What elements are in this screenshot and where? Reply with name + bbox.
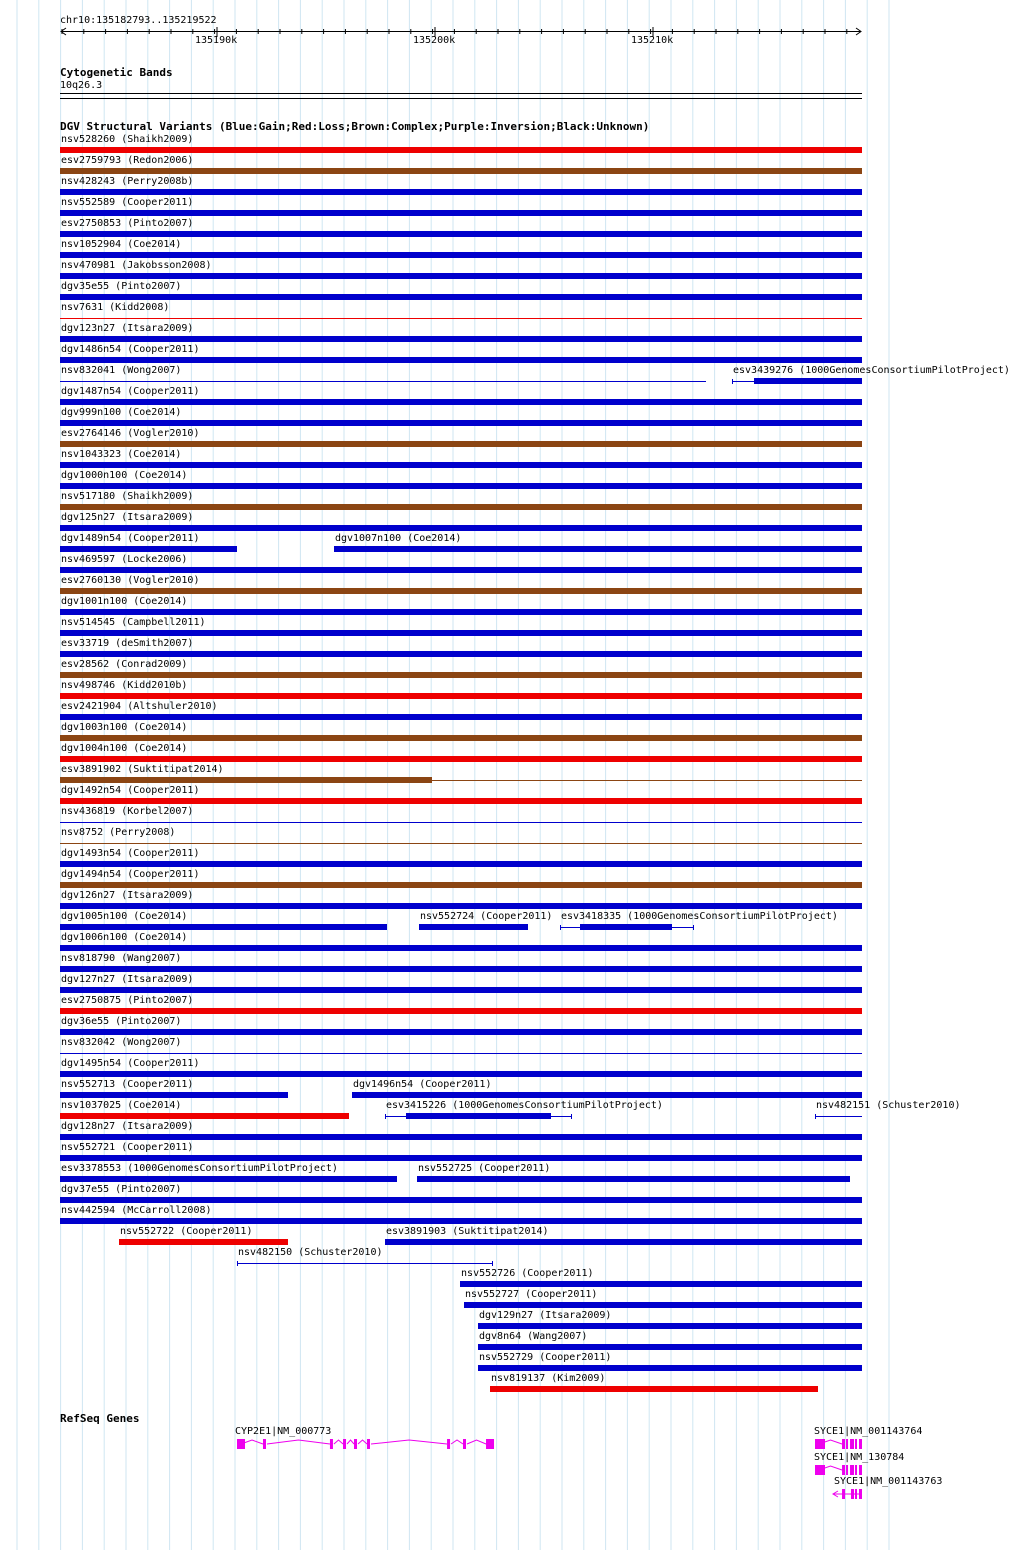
- feature-label[interactable]: nsv552589 (Cooper2011): [61, 197, 194, 208]
- feature-label[interactable]: dgv126n27 (Itsara2009): [61, 890, 194, 901]
- refseq-track-title[interactable]: RefSeq Genes: [60, 1412, 140, 1425]
- feature-label[interactable]: nsv442594 (McCarroll2008): [61, 1205, 212, 1216]
- feature-label[interactable]: dgv1001n100 (Coe2014): [61, 596, 188, 607]
- feature-label[interactable]: nsv528260 (Shaikh2009): [61, 134, 194, 145]
- feature-label[interactable]: nsv552713 (Cooper2011): [61, 1079, 194, 1090]
- feature-label[interactable]: nsv552729 (Cooper2011): [479, 1352, 612, 1363]
- feature-label[interactable]: dgv1000n100 (Coe2014): [61, 470, 188, 481]
- cytoband-track-title[interactable]: Cytogenetic Bands: [60, 66, 173, 79]
- feature-label[interactable]: esv28562 (Conrad2009): [61, 659, 188, 670]
- gene-label[interactable]: SYCE1|NM_001143764: [814, 1426, 923, 1437]
- gene-label[interactable]: SYCE1|NM_001143763: [834, 1476, 943, 1487]
- feature-label[interactable]: dgv35e55 (Pinto2007): [61, 281, 182, 292]
- feature-label[interactable]: esv3418335 (1000GenomesConsortiumPilotProject): [560, 911, 838, 922]
- exon-block: [851, 1439, 854, 1449]
- feature-label[interactable]: dgv1492n54 (Cooper2011): [61, 785, 200, 796]
- feature-label[interactable]: nsv832042 (Wong2007): [61, 1037, 182, 1048]
- gene-label[interactable]: CYP2E1|NM_000773: [235, 1426, 332, 1437]
- feature-label[interactable]: dgv1493n54 (Cooper2011): [61, 848, 200, 859]
- feature-label[interactable]: nsv428243 (Perry2008b): [61, 176, 194, 187]
- exon-block: [815, 1439, 825, 1449]
- exon-block: [860, 1489, 862, 1499]
- feature-label[interactable]: nsv552722 (Cooper2011): [120, 1226, 253, 1237]
- gene-model[interactable]: [0, 1463, 890, 1483]
- ruler-tick-label-135190k: 135190k: [195, 35, 238, 46]
- feature-label[interactable]: nsv552721 (Cooper2011): [61, 1142, 194, 1153]
- exon-block: [855, 1439, 857, 1449]
- feature-label[interactable]: esv3891903 (Suktitipat2014): [385, 1226, 549, 1237]
- exon-block: [846, 1439, 848, 1449]
- feature-label[interactable]: dgv127n27 (Itsara2009): [61, 974, 194, 985]
- feature-label[interactable]: esv3415226 (1000GenomesConsortiumPilotProject): [385, 1100, 663, 1111]
- feature-label[interactable]: esv2421904 (Altshuler2010): [61, 701, 218, 712]
- feature-label[interactable]: dgv1489n54 (Cooper2011): [61, 533, 200, 544]
- exon-block: [855, 1489, 857, 1499]
- feature-label[interactable]: nsv552725 (Cooper2011): [417, 1163, 551, 1174]
- exon-block: [851, 1465, 854, 1475]
- exon-block: [860, 1465, 862, 1475]
- feature-label[interactable]: nsv832041 (Wong2007): [61, 365, 182, 376]
- feature-label[interactable]: esv2764146 (Vogler2010): [61, 428, 200, 439]
- exon-block: [842, 1439, 845, 1449]
- feature-label[interactable]: nsv469597 (Locke2006): [61, 554, 188, 565]
- feature-label[interactable]: esv33719 (deSmith2007): [61, 638, 194, 649]
- feature-label[interactable]: esv3378553 (1000GenomesConsortiumPilotProject): [61, 1163, 338, 1174]
- feature-label[interactable]: esv3891902 (Suktitipat2014): [61, 764, 224, 775]
- feature-label[interactable]: dgv1494n54 (Cooper2011): [61, 869, 200, 880]
- gene-model[interactable]: [0, 1437, 890, 1457]
- feature-label[interactable]: dgv125n27 (Itsara2009): [61, 512, 194, 523]
- feature-label[interactable]: dgv1005n100 (Coe2014): [61, 911, 188, 922]
- feature-label[interactable]: nsv552727 (Cooper2011): [464, 1289, 598, 1300]
- ruler-tick-label-135200k: 135200k: [413, 35, 456, 46]
- feature-label[interactable]: dgv1003n100 (Coe2014): [61, 722, 188, 733]
- feature-label[interactable]: dgv36e55 (Pinto2007): [61, 1016, 182, 1027]
- feature-label[interactable]: nsv8752 (Perry2008): [61, 827, 176, 838]
- feature-label[interactable]: dgv37e55 (Pinto2007): [61, 1184, 182, 1195]
- feature-label[interactable]: nsv436819 (Korbel2007): [61, 806, 194, 817]
- feature-label[interactable]: esv2759793 (Redon2006): [61, 155, 194, 166]
- feature-label[interactable]: dgv999n100 (Coe2014): [61, 407, 182, 418]
- ruler-position: chr10:135182793..135219522: [60, 15, 217, 26]
- feature-label[interactable]: esv2750853 (Pinto2007): [61, 218, 194, 229]
- cytoband-label: 10q26.3: [60, 80, 103, 91]
- exon-block: [842, 1465, 845, 1475]
- exon-block: [851, 1489, 854, 1499]
- exon-block: [860, 1439, 862, 1449]
- feature-label[interactable]: nsv819137 (Kim2009): [491, 1373, 606, 1384]
- feature-label[interactable]: nsv7631 (Kidd2008): [61, 302, 170, 313]
- feature-label[interactable]: dgv128n27 (Itsara2009): [61, 1121, 194, 1132]
- exon-block: [846, 1465, 848, 1475]
- feature-label[interactable]: nsv470981 (Jakobsson2008): [61, 260, 212, 271]
- feature-label[interactable]: dgv1495n54 (Cooper2011): [61, 1058, 200, 1069]
- feature-label[interactable]: dgv123n27 (Itsara2009): [61, 323, 194, 334]
- exon-block: [855, 1465, 857, 1475]
- feature-label[interactable]: nsv514545 (Campbell2011): [61, 617, 206, 628]
- feature-label[interactable]: nsv552726 (Cooper2011): [461, 1268, 594, 1279]
- feature-label[interactable]: nsv1037025 (Coe2014): [61, 1100, 182, 1111]
- feature-label[interactable]: nsv482150 (Schuster2010): [238, 1247, 383, 1258]
- feature-label[interactable]: dgv1006n100 (Coe2014): [61, 932, 188, 943]
- feature-label[interactable]: nsv498746 (Kidd2010b): [61, 680, 188, 691]
- exon-block: [842, 1489, 845, 1499]
- feature-label[interactable]: dgv1496n54 (Cooper2011): [353, 1079, 492, 1090]
- feature-label[interactable]: nsv552724 (Cooper2011): [419, 911, 553, 922]
- feature-label[interactable]: dgv1487n54 (Cooper2011): [61, 386, 200, 397]
- feature-label[interactable]: dgv1004n100 (Coe2014): [61, 743, 188, 754]
- feature-label[interactable]: esv2760130 (Vogler2010): [61, 575, 200, 586]
- feature-label[interactable]: nsv482151 (Schuster2010): [816, 1100, 961, 1111]
- feature-label[interactable]: nsv517180 (Shaikh2009): [61, 491, 194, 502]
- feature-label[interactable]: dgv1486n54 (Cooper2011): [61, 344, 200, 355]
- gene-label[interactable]: SYCE1|NM_130784: [814, 1452, 905, 1463]
- feature-label[interactable]: nsv1043323 (Coe2014): [61, 449, 182, 460]
- dgv-track-title[interactable]: DGV Structural Variants (Blue:Gain;Red:Loss;Brown:Complex;Purple:Inversion;Black:Unknown): [60, 120, 650, 133]
- exon-block: [815, 1465, 825, 1475]
- feature-label[interactable]: nsv1052904 (Coe2014): [61, 239, 182, 250]
- feature-label[interactable]: dgv129n27 (Itsara2009): [479, 1310, 612, 1321]
- feature-label[interactable]: dgv8n64 (Wang2007): [479, 1331, 588, 1342]
- ruler-tick-label-135210k: 135210k: [631, 35, 674, 46]
- feature-label[interactable]: esv2750875 (Pinto2007): [61, 995, 194, 1006]
- feature-label[interactable]: esv3439276 (1000GenomesConsortiumPilotProject): [732, 365, 1010, 376]
- feature-label[interactable]: nsv818790 (Wang2007): [61, 953, 182, 964]
- gene-model[interactable]: [0, 1487, 890, 1507]
- feature-label[interactable]: dgv1007n100 (Coe2014): [334, 533, 462, 544]
